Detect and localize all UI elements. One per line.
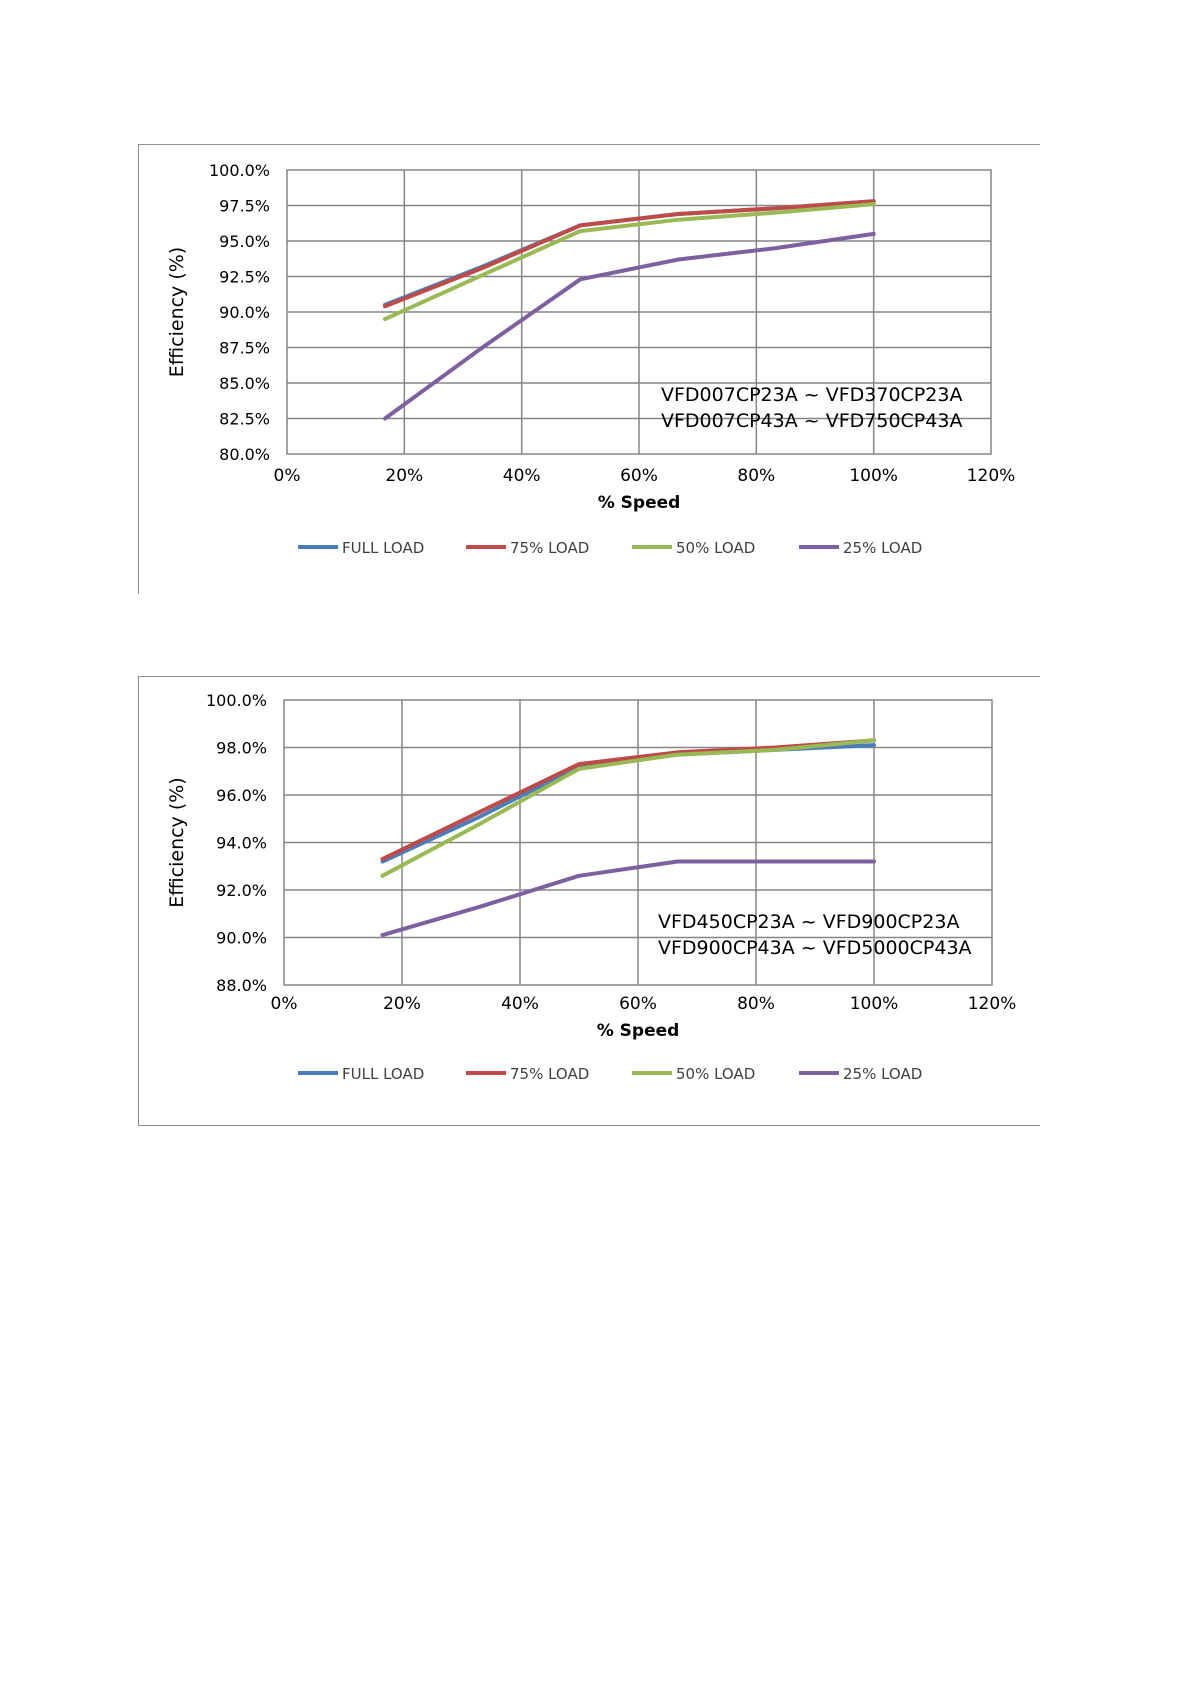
model-range-annotation: VFD007CP23A ~ VFD370CP23A — [661, 384, 963, 406]
y-tick-label: 80.0% — [219, 445, 270, 464]
y-tick-label: 94.0% — [216, 833, 267, 853]
x-tick-label: 0% — [270, 994, 298, 1014]
x-tick-label: 40% — [501, 994, 539, 1014]
y-tick-label: 85.0% — [219, 374, 270, 393]
chart-2-svg — [138, 676, 1040, 1126]
x-tick-label: 0% — [273, 466, 301, 486]
y-tick-label: 100.0% — [208, 161, 270, 180]
y-tick-label: 95.0% — [219, 232, 270, 251]
x-tick-label: 100% — [849, 466, 898, 486]
legend-entry: 25% LOAD — [843, 1065, 923, 1083]
y-axis-title: Efficiency (%) — [166, 246, 188, 378]
y-tick-label: 90.0% — [216, 928, 267, 948]
x-tick-label: 80% — [737, 466, 776, 486]
y-tick-label: 97.5% — [219, 196, 270, 216]
efficiency-chart-2 — [138, 676, 1040, 1126]
model-range-annotation: VFD450CP23A ~ VFD900CP23A — [658, 911, 960, 933]
model-range-annotation: VFD900CP43A ~ VFD5000CP43A — [658, 937, 972, 959]
efficiency-chart-1 — [138, 144, 1040, 594]
x-axis-title: % Speed — [597, 493, 681, 513]
legend-entry: 75% LOAD — [510, 539, 590, 557]
x-tick-label: 40% — [502, 466, 541, 486]
y-tick-label: 88.0% — [216, 976, 267, 995]
y-axis-title: Efficiency (%) — [166, 777, 188, 908]
y-tick-label: 92.0% — [216, 881, 267, 900]
y-tick-label: 100.0% — [205, 691, 267, 710]
legend-entry: 50% LOAD — [676, 539, 756, 557]
y-tick-label: 96.0% — [216, 786, 267, 805]
legend-entry: 50% LOAD — [676, 1065, 756, 1083]
model-range-annotation: VFD007CP43A ~ VFD750CP43A — [661, 410, 963, 432]
x-tick-label: 100% — [849, 994, 899, 1014]
chart-1-svg — [138, 144, 1040, 594]
x-axis-title: % Speed — [596, 1021, 680, 1041]
x-tick-label: 60% — [619, 994, 657, 1014]
x-tick-label: 60% — [620, 466, 658, 486]
legend-entry: FULL LOAD — [342, 1065, 425, 1083]
x-tick-label: 120% — [966, 466, 1016, 486]
x-tick-label: 80% — [737, 994, 775, 1014]
legend-entry: FULL LOAD — [342, 539, 425, 557]
y-tick-label: 92.5% — [219, 267, 270, 287]
y-tick-label: 98.0% — [216, 738, 267, 758]
legend-entry: 25% LOAD — [843, 539, 923, 557]
y-tick-label: 90.0% — [219, 303, 270, 322]
y-tick-label: 87.5% — [219, 338, 270, 358]
x-tick-label: 20% — [385, 466, 424, 486]
x-tick-label: 20% — [383, 994, 421, 1014]
y-tick-label: 82.5% — [219, 409, 270, 429]
x-tick-label: 120% — [967, 994, 1017, 1014]
legend-entry: 75% LOAD — [510, 1065, 590, 1083]
